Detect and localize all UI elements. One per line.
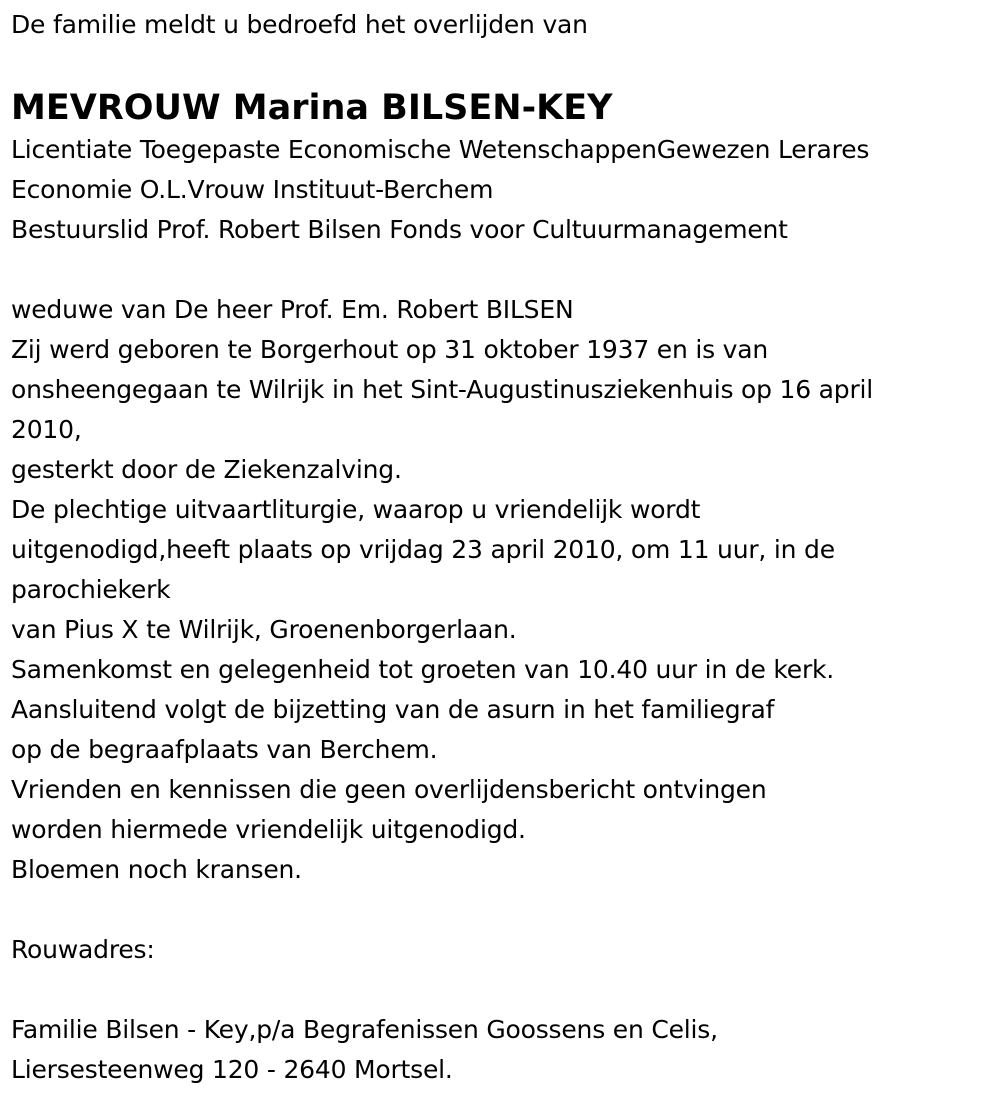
body-line: uitgenodigd,heeft plaats op vrijdag 23 april 2010, om 11 uur, in de bbox=[11, 535, 835, 564]
title-line: Licentiate Toegepaste Economische WetenschappenGewezen Lerares bbox=[11, 135, 870, 164]
body-line: van Pius X te Wilrijk, Groenenborgerlaan. bbox=[11, 615, 517, 644]
spacer bbox=[11, 890, 991, 930]
address-block bbox=[11, 1010, 991, 1090]
title-line: Bestuurslid Prof. Robert Bilsen Fonds voor Cultuurmanagement bbox=[11, 215, 788, 244]
body-line: gesterkt door de Ziekenzalving. bbox=[11, 455, 402, 484]
spacer bbox=[11, 250, 991, 290]
body-line: Vrienden en kennissen die geen overlijdensbericht ontvingen bbox=[11, 775, 767, 804]
spacer bbox=[11, 970, 991, 1010]
body-line: onsheengegaan te Wilrijk in het Sint-Augustinusziekenhuis op 16 april bbox=[11, 375, 874, 404]
titles-block bbox=[11, 130, 991, 250]
body-line: Aansluitend volgt de bijzetting van de asurn in het familiegraf bbox=[11, 695, 775, 724]
address-line: Liersesteenweg 120 - 2640 Mortsel. bbox=[11, 1055, 453, 1084]
body-line: parochiekerk bbox=[11, 575, 171, 604]
body-line: worden hiermede vriendelijk uitgenodigd. bbox=[11, 815, 526, 844]
body-line: Zij werd geboren te Borgerhout op 31 oktober 1937 en is van bbox=[11, 335, 769, 364]
body-line: weduwe van De heer Prof. Em. Robert BILSEN bbox=[11, 295, 574, 324]
address-label: Rouwadres: bbox=[11, 935, 155, 964]
address-line: Familie Bilsen - Key,p/a Begrafenissen Goossens en Celis, bbox=[11, 1015, 718, 1044]
body-line: De plechtige uitvaartliturgie, waarop u vriendelijk wordt bbox=[11, 495, 701, 524]
intro-text: De familie meldt u bedroefd het overlijden van bbox=[11, 10, 588, 39]
body-line: Samenkomst en gelegenheid tot groeten van 10.40 uur in de kerk. bbox=[11, 655, 835, 684]
body-line: op de begraafplaats van Berchem. bbox=[11, 735, 438, 764]
deceased-name: MEVROUW Marina BILSEN-KEY bbox=[11, 88, 613, 128]
body-block bbox=[11, 290, 991, 890]
body-line: Bloemen noch kransen. bbox=[11, 855, 302, 884]
title-line: Economie O.L.Vrouw Instituut-Berchem bbox=[11, 175, 494, 204]
obituary-notice bbox=[11, 0, 991, 1090]
body-line: 2010, bbox=[11, 415, 82, 444]
